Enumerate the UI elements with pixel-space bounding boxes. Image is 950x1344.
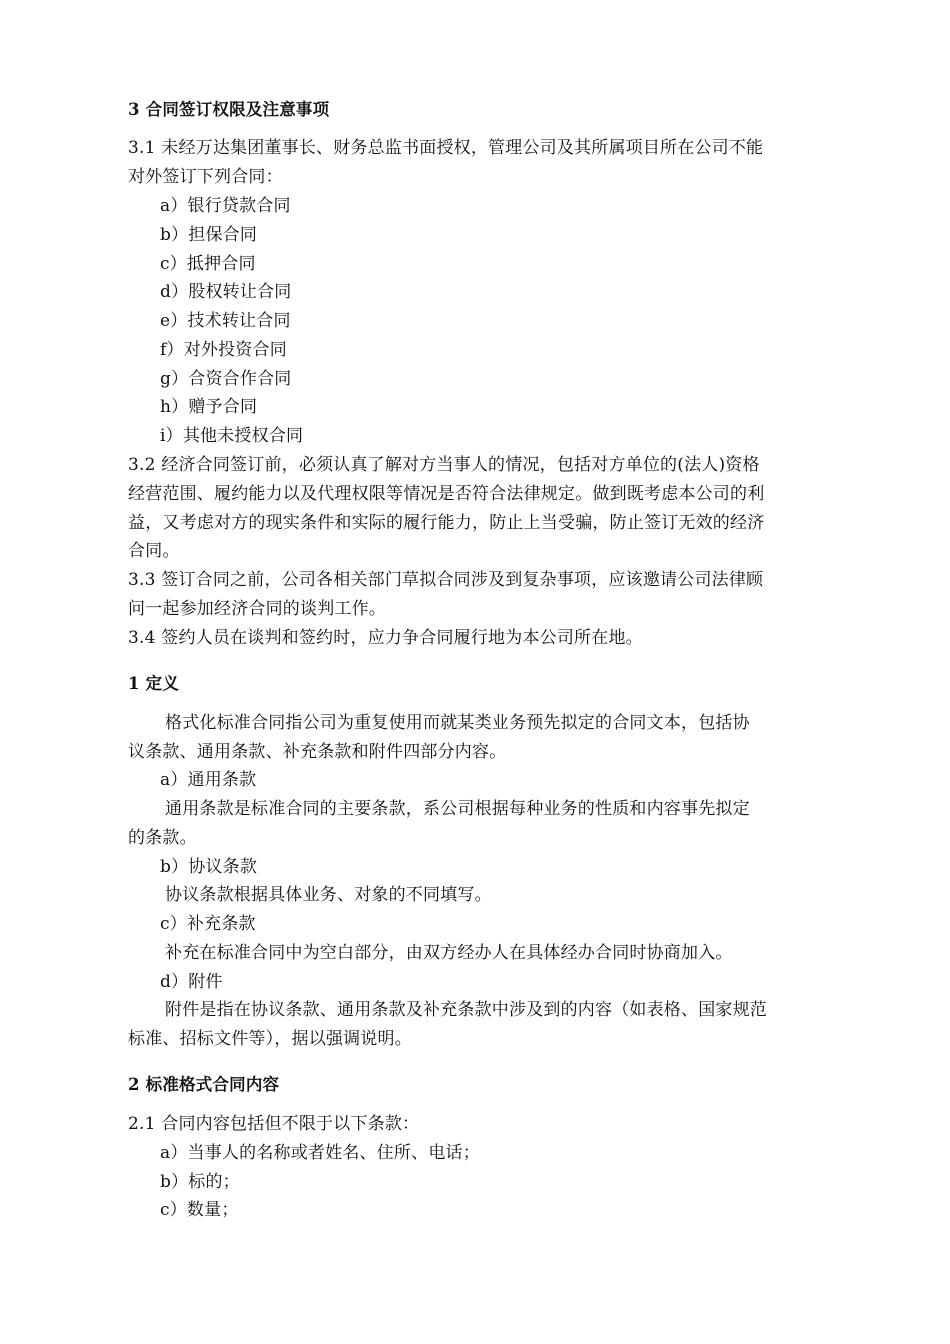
paragraph-3-1-line-1: 3.1 未经万达集团董事长、财务总监书面授权，管理公司及其所属项目所在公司不能: [128, 138, 764, 158]
clause-label-b: b）协议条款: [160, 857, 258, 877]
clause-label-d: d）附件: [160, 972, 223, 992]
list-item: h）赠予合同: [160, 397, 258, 417]
clause-text-d-line-2: 标准、招标文件等），据以强调说明。: [128, 1029, 412, 1049]
clause-text-b: 协议条款根据具体业务、对象的不同填写。: [165, 885, 492, 905]
list-item: e）技术转让合同: [160, 311, 291, 331]
paragraph-3-2-line-4: 合同。: [128, 541, 180, 561]
clause-label-c: c）补充条款: [160, 914, 256, 934]
paragraph-3-2-line-3: 益，又考虑对方的现实条件和实际的履行能力，防止上当受骗，防止签订无效的经济: [128, 513, 765, 533]
paragraph-3-2-line-2: 经营范围、履约能力以及代理权限等情况是否符合法律规定。做到既考虑本公司的利: [128, 484, 765, 504]
definition-intro-line-2: 议条款、通用条款、补充条款和附件四部分内容。: [128, 742, 507, 762]
section-2-heading: 2 标准格式合同内容: [128, 1075, 280, 1094]
paragraph-3-3-line-2: 问一起参加经济合同的谈判工作。: [128, 599, 386, 619]
list-item: d）股权转让合同: [160, 282, 292, 302]
list-item: f）对外投资合同: [160, 340, 287, 360]
paragraph-3-1-line-2: 对外签订下列合同：: [128, 167, 283, 187]
definition-intro-line-1: 格式化标准合同指公司为重复使用而就某类业务预先拟定的合同文本，包括协: [165, 713, 750, 733]
list-item: a）银行贷款合同: [160, 196, 291, 216]
list-item: c）数量；: [160, 1200, 239, 1220]
section-3-heading: 3 合同签订权限及注意事项: [128, 100, 330, 119]
paragraph-3-3-line-1: 3.3 签订合同之前，公司各相关部门草拟合同涉及到复杂事项，应该邀请公司法律顾: [128, 570, 764, 590]
list-item: b）标的；: [160, 1172, 240, 1192]
paragraph-3-2-line-1: 3.2 经济合同签订前，必须认真了解对方当事人的情况，包括对方单位的(法人)资格: [128, 455, 760, 475]
list-item: g）合资合作合同: [160, 369, 292, 389]
paragraph-3-4: 3.4 签约人员在谈判和签约时，应力争合同履行地为本公司所在地。: [128, 628, 643, 648]
clause-text-a-line-2: 的条款。: [128, 828, 197, 848]
clause-text-a-line-1: 通用条款是标准合同的主要条款，系公司根据每种业务的性质和内容事先拟定: [165, 799, 750, 819]
list-item: a）当事人的名称或者姓名、住所、电话；: [160, 1143, 480, 1163]
clause-label-a: a）通用条款: [160, 770, 257, 790]
list-item: i）其他未授权合同: [160, 426, 304, 446]
list-item: c）抵押合同: [160, 254, 256, 274]
clause-text-c: 补充在标准合同中为空白部分，由双方经办人在具体经办合同时协商加入。: [165, 943, 733, 963]
clause-text-d-line-1: 附件是指在协议条款、通用条款及补充条款中涉及到的内容（如表格、国家规范: [165, 1000, 767, 1020]
paragraph-2-1: 2.1 合同内容包括但不限于以下条款：: [128, 1114, 420, 1134]
section-1-heading: 1 定义: [128, 674, 180, 693]
list-item: b）担保合同: [160, 225, 258, 245]
